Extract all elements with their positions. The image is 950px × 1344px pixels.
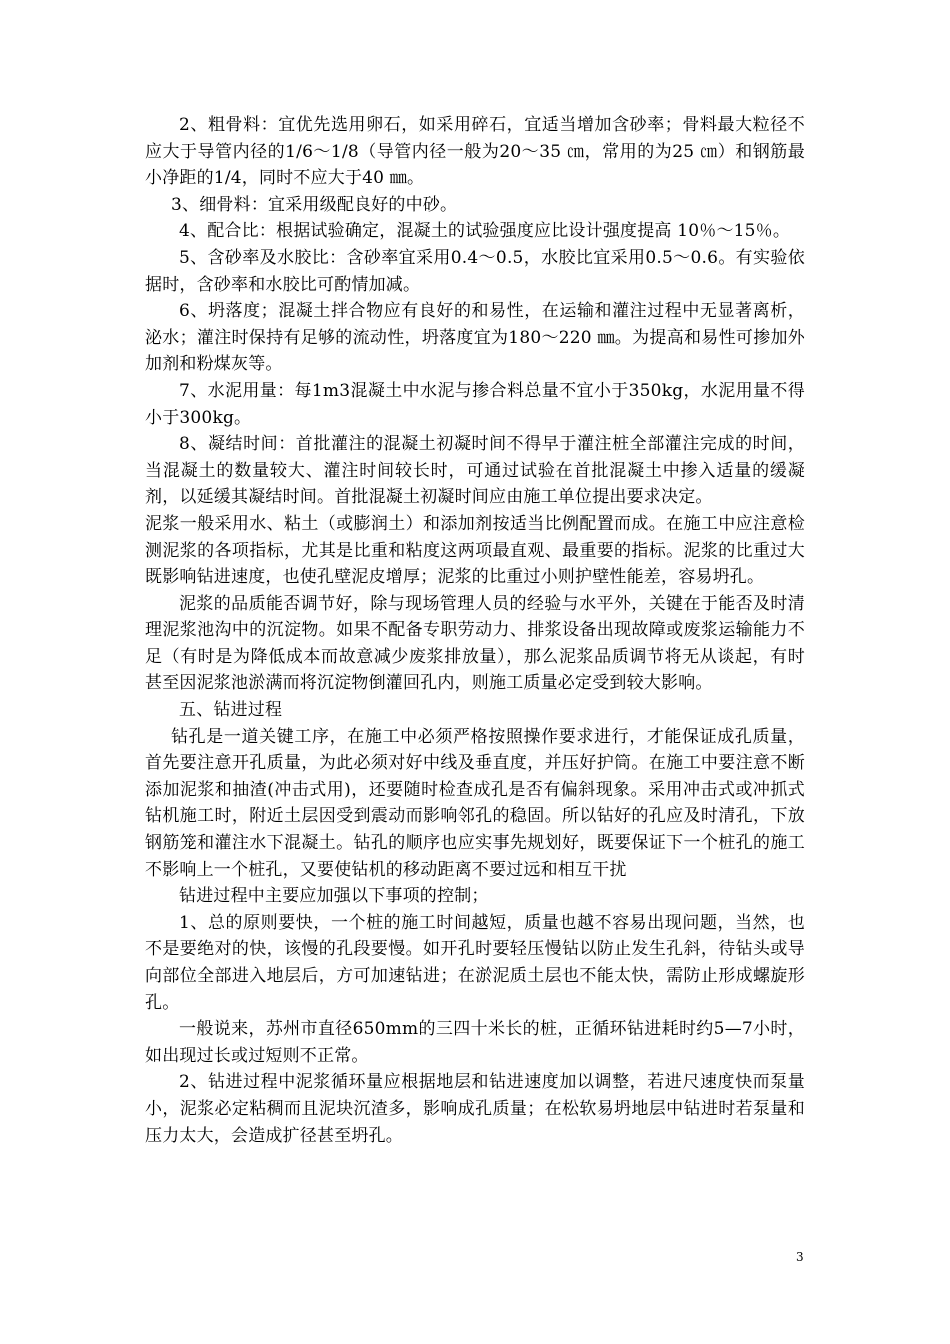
paragraph-sand-ratio: 5、含砂率及水胶比：含砂率宜采用0.4～0.5，水胶比宜采用0.5～0.6。有实验依据时，含砂率和水胶比可酌情加减。 (145, 247, 805, 295)
paragraph-mud-quality: 泥浆的品质能否调节好，除与现场管理人员的经验与水平外，关键在于能否及时清理泥浆池沟中的沉淀物。如果不配备专职劳动力、排浆设备出现故障或废浆运输能力不足（有时是为降低成本而故意减少废浆排放量），那么泥浆品质调节将无从谈起，有时甚至因泥浆池淤满而将沉淀物倒灌回孔内，则施工质量必定受到较大影响。 (145, 593, 805, 694)
paragraph-setting-time: 8、凝结时间：首批灌注的混凝土初凝时间不得早于灌注桩全部灌注完成的时间，当混凝土的数量较大、灌注时间较长时，可通过试验在首批混凝土中掺入适量的缓凝剂，以延缓其凝结时间。首批混凝土初凝时间应由施工单位提出要求决定。 (145, 434, 805, 508)
paragraph-mud-circulation: 2、钻进过程中泥浆循环量应根据地层和钻进速度加以调整，若进尺速度快而泵量小，泥浆必定粘稠而且泥块沉渣多，影响成孔质量；在松软易坍地层中钻进时若泵量和压力太大，会造成扩径甚至坍孔。 (145, 1072, 805, 1146)
paragraph-coarse-aggregate: 2、粗骨料：宜优先选用卵石，如采用碎石，宜适当增加含砂率；骨料最大粒径不应大于导管内径的1/6～1/8（导管内径一般为20～35 ㎝，常用的为25 ㎝）和钢筋最小净距的1/4，同时不应大于40 ㎜。 (145, 115, 805, 189)
paragraph-fine-aggregate: 3、细骨料：宜采用级配良好的中砂。 (171, 194, 458, 215)
paragraph-control-items: 钻进过程中主要应加强以下事项的控制； (179, 886, 489, 907)
paragraph-principle-speed: 1、总的原则要快，一个桩的施工时间越短，质量也越不容易出现问题，当然，也不是要绝对的快，该慢的孔段要慢。如开孔时要轻压慢钻以防止发生孔斜，待钻头或导向部位全部进入地层后，方可加速钻进；在淤泥质土层也不能太快，需防止形成螺旋形孔。 (145, 912, 805, 1013)
document-body (145, 112, 805, 1149)
paragraph-suzhou-example: 一般说来，苏州市直径650mm的三四十米长的桩，正循环钻进耗时约5—7小时，如出现过长或过短则不正常。 (145, 1019, 805, 1066)
paragraph-drilling-overview: 钻孔是一道关键工序，在施工中必须严格按照操作要求进行，才能保证成孔质量，首先要注意开孔质量，为此必须对好中线及垂直度，并压好护筒。在施工中要注意不断添加泥浆和抽渣(冲击式用)，还要随时检查成孔是否有偏斜现象。采用冲击式或冲抓式钻机施工时，附近土层因受到震动而影响邻孔的稳固。所以钻好的孔应及时清孔，下放钢筋笼和灌注水下混凝土。钻孔的顺序也应实事先规划好，既要保证下一个桩孔的施工不影响上一个桩孔，又要使钻机的移动距离不要过远和相互干扰 (145, 726, 805, 880)
paragraph-mud-composition: 泥浆一般采用水、粘土（或膨润土）和添加剂按适当比例配置而成。在施工中应注意检测泥浆的各项指标，尤其是比重和粘度这两项最直观、最重要的指标。泥浆的比重过大既影响钻进速度，也使孔壁泥皮增厚；泥浆的比重过小则护壁性能差，容易坍孔。 (145, 513, 805, 588)
section-heading-drilling: 五、钻进过程 (179, 700, 283, 721)
paragraph-cement-amount: 7、水泥用量：每1m3混凝土中水泥与掺合料总量不宜小于350kg，水泥用量不得小于300kg。 (145, 380, 805, 428)
paragraph-slump: 6、坍落度；混凝土拌合物应有良好的和易性，在运输和灌注过程中无显著离析，泌水；灌注时保持有足够的流动性，坍落度宜为180～220 ㎜。为提高和易性可掺加外加剂和粉煤灰等。 (145, 301, 805, 375)
page-number: 3 (796, 1250, 804, 1264)
paragraph-mix-ratio: 4、配合比：根据试验确定，混凝土的试验强度应比设计强度提高 10％～15％。 (179, 221, 791, 242)
